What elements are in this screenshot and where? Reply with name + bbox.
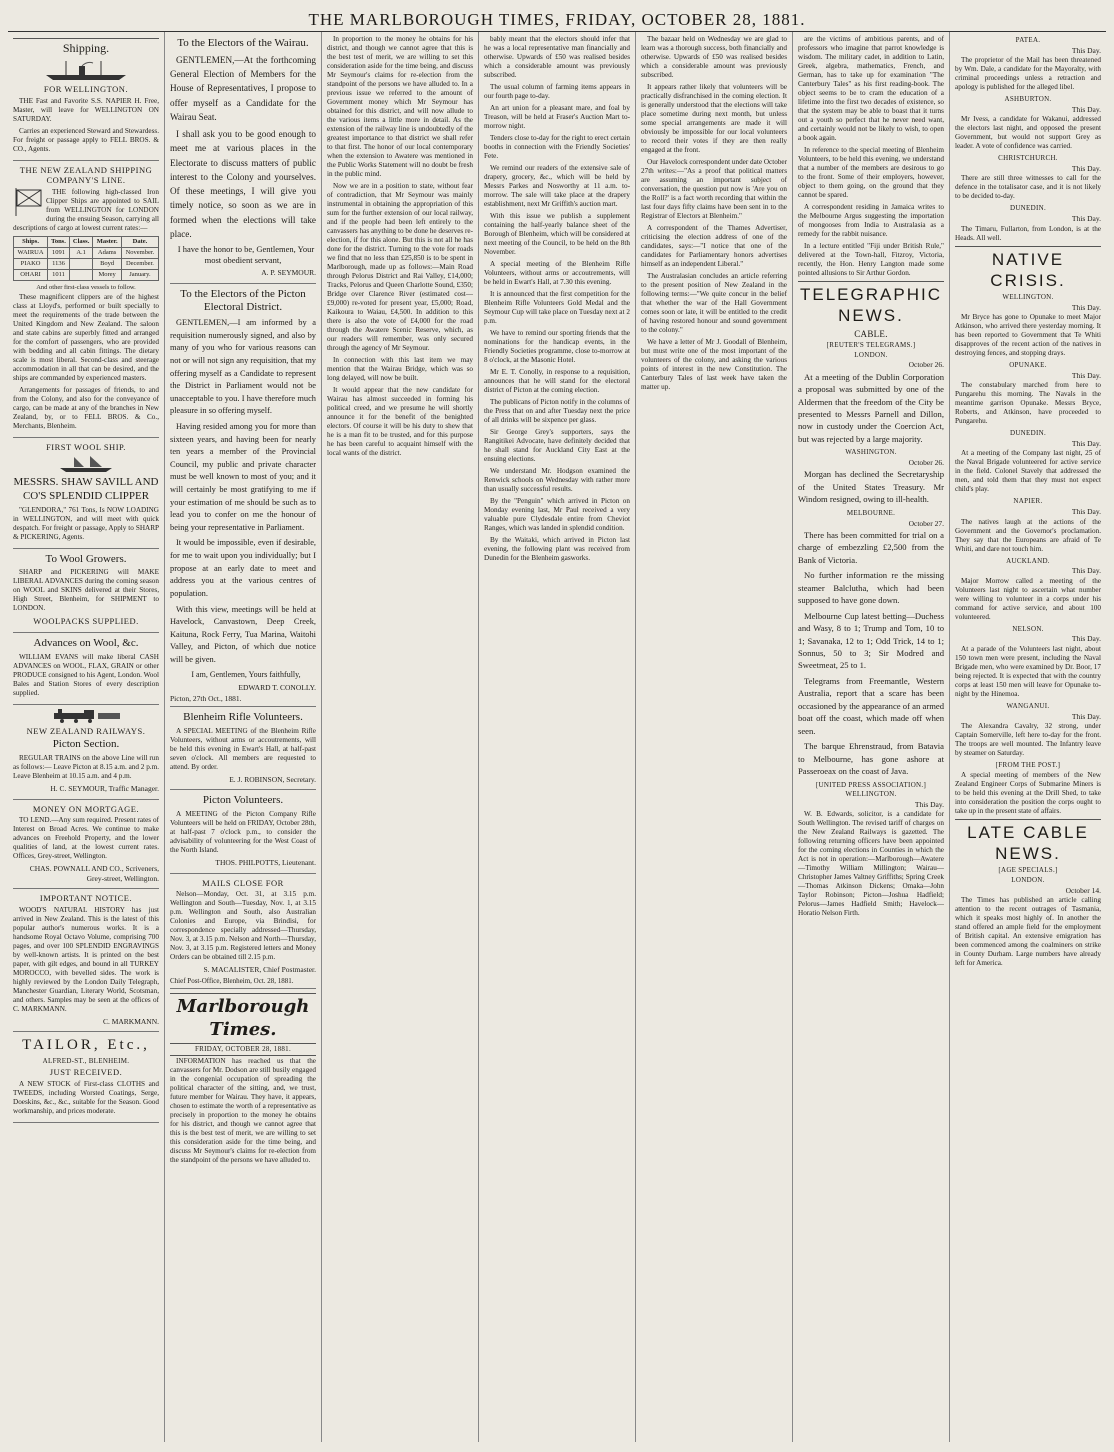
london-date: October 26. xyxy=(908,360,944,370)
news-item: Sir George Grey's supporters, says the Rangitikei Advocate, have definitely decided that he shall stand for Auckland City East at the ensuing elections. xyxy=(484,428,630,463)
london-heading: LONDON. xyxy=(854,350,888,359)
picton-volunteers-text: A MEETING of the Picton Company Rifle Volunteers will be held on FRIDAY, October 28th, at half-past 7 o'clock p.m., to consider the advisability of volunteering for the West Coast of the North Island. xyxy=(170,810,316,855)
news-item: are the victims of ambitious parents, and of professors who imagine that parrot knowledge is wisdom. The military cadet, in addition to Latin, Greek, algebra, mathematics, French, and German, has to take up for examination "The Canterbury Tales" as his first reading-book. The object seems to be to cram the education of a lifetime into the first two decades of existence, so that the system may be able to boast that it turns out a youth so perfect that he never need want, and certainly would not be likely to wish, to open a book again. xyxy=(798,35,944,142)
table-cell: December. xyxy=(121,259,158,270)
lc-london-date: October 14. xyxy=(1065,885,1101,895)
editorial-paragraph: In connection with this last item we may mention that the Wairau Bridge, which was so long delayed, will now be built. xyxy=(327,356,473,382)
flag-icon xyxy=(13,188,43,216)
nzsc-ad xyxy=(13,165,159,438)
advances-heading: Advances on Wool, &c. xyxy=(33,637,139,649)
from-post-label: [FROM THE POST.] xyxy=(995,760,1061,769)
shaw-ad xyxy=(13,442,159,549)
news-item: In a lecture entitled "Fiji under British Rule," delivered at the Town-hall, Fitzroy, Victoria, recently, the Hon. Henry Langton made some pointed allusions to Sir Arthur Gordon. xyxy=(798,242,944,277)
washington-heading: WASHINGTON. xyxy=(845,448,897,457)
table-cell: 1136 xyxy=(48,259,70,270)
evans-ad xyxy=(13,637,159,705)
table-cell: 1091 xyxy=(48,248,70,259)
christchurch-date: This Day. xyxy=(1071,164,1101,173)
clipper-ship-icon xyxy=(56,455,116,473)
table-cell: PIAKO xyxy=(14,259,48,270)
napier-heading: FOR WELLINGTON. xyxy=(43,84,129,94)
paper-date: FRIDAY, OCTOBER 28, 1881. xyxy=(170,1043,316,1056)
news-item: In reference to the special meeting of Blenheim Volunteers, to be held this evening, we understand that a number of the members are desirous to go to the front. Some of their employers, however, object to them going, on the ground that they cannot be spared. xyxy=(798,146,944,199)
just-received-heading: JUST RECEIVED. xyxy=(49,1067,123,1078)
patea-text: The proprietor of the Mail has been threatened by Wm. Dale, a candidate for the Mayoralty, with criminal proceedings unless a retraction and apology is published for the alleged libel. xyxy=(955,56,1101,92)
columns xyxy=(8,32,1106,1442)
locomotive-icon xyxy=(46,709,126,723)
age-specials-label: [AGE SPECIALS.] xyxy=(998,866,1058,875)
melbourne-text: Melbourne Cup latest betting—Duchess and Wasy, 8 to 1; Trump and Tom, 10 to 1; Savanaka, 12 to 1; Odd Trick, 14 to 1; Sonnus, 50 to 3; Sir Modred and Sweetmeat, 25 to 1. xyxy=(798,610,944,671)
mortgage-heading: MONEY ON MORTGAGE. xyxy=(32,803,140,814)
napier-text: THE Fast and Favorite S.S. NAPIER H. Free, Master, will leave for WELLINGTON ON SATURDAY. xyxy=(13,96,159,123)
picton-electors-text-2: Having resided among you for more than sixteen years, and having been for nearly ten years a member of the Provincial Council, my public and private character must be well known to most of you; and it will certainly be most gratifying to me if your estimation of me should be such as to lead you to confer on me the honour of being your representative in Parliament. xyxy=(170,422,316,532)
news-item: Tenders close to-day for the right to erect certain booths in connection with the Friendly Societies' Fete. xyxy=(484,134,630,160)
news-item: We remind our readers of the extensive sale of drapery, grocery, &c., which will be held by Messrs Parkes and Nosworthy at 11 a.m. to-morrow. The sale will take place at the drapery establishment, next Mr Griffith's auction mart. xyxy=(484,164,630,208)
wellington-heading: WELLINGTON. xyxy=(845,790,897,799)
mails-notice xyxy=(170,878,316,990)
table-cell: 1011 xyxy=(48,270,70,281)
table-cell: November. xyxy=(121,248,158,259)
column-3 xyxy=(322,32,479,1442)
washington-date: October 26. xyxy=(908,458,944,468)
editorial-paragraph: It would appear that the new candidate for Wairau has almost succeeded in forming his political creed, and we presume he will shortly announce it for the benefit of the benighted electors. Of course it will be his duty to shew that he is a man fit to be trusted, and for this purpose he has been careful to acquaint himself with the local wants of the district. xyxy=(327,386,473,457)
mortgage-text: TO LEND.—Any sum required. Present rates of Interest on Broad Acres. We continue to make advances on Freehold Property, and the lower qualities of land, at the lowest current rates. Offices, Grey-street, Wellington. xyxy=(13,816,159,861)
upa-label: [UNITED PRESS ASSOCIATION.] xyxy=(815,780,927,789)
dunedin-heading: DUNEDIN. xyxy=(1009,204,1047,213)
news-item: The usual column of farming items appears in our fourth page to-day. xyxy=(484,83,630,100)
table-cell xyxy=(69,270,93,281)
editorial-paragraph: In proportion to the money he obtains for his district, and though we cannot agree that this is the best test of merit, we are willing to set this consideration aside for the time being, and discuss Mr Seymour's claims for re-election from the standpoint of the persons we have alluded to. In a previous issue we referred to the amount of Government money which Mr Seymour has obtained for this district, and will now allude to the various items a little more in detail. As the extension of the railway line is undoubtedly of the greatest importance to that district we shall refer to that first. The honor of our local contemporary when the extension to Awatere was mentioned in the Public Works Statement will no doubt be fresh in the public mind. xyxy=(327,35,473,178)
nzsc-heading: THE NEW ZEALAND SHIPPING COMPANY'S LINE. xyxy=(19,164,153,186)
mails-signature: S. MACALISTER, Chief Postmaster. xyxy=(203,965,316,975)
table-header: Ships. xyxy=(14,236,48,247)
wairau-electors-close: I have the honor to be, Gentlemen, Your most obedient servant, xyxy=(177,244,315,265)
leader-text: INFORMATION has reached us that the canvassers for Mr. Dodson are still busily engaged in the congenial occupation of spreading the political character of the sitting, and, we trust, future member for Wairau. They have, it appears, chosen to estimate the worth of a representative as precisely in proportion to the money he obtains for his district, and though we cannot agree that this is the best test of merit, we are willing to set this consideration aside for the time being, and discuss Mr Seymour's claims for re-election from the standpoint of the persons we have alluded to. xyxy=(170,1057,316,1165)
shaw-text: "GLENDORA," 761 Tons, Is NOW LOADING in WELLINGTON, and will meet with quick despatch. For freight or passage, Apply to SHARP & PICKERING, Agents. xyxy=(13,505,159,541)
nc-wellington-text: Mr Bryce has gone to Opunake to meet Major Atkinson, who arrived there yesterday morning. It has been reported to Government that Te Whiti disapproves of the recent action of the natives in destroying fences, and stopping drays. xyxy=(955,313,1101,358)
rifle-volunteers-signature: E. J. ROBINSON, Secretary. xyxy=(229,775,316,785)
nc-wanganui-text: The Alexandra Cavalry, 32 strong, under Captain Somerville, left here to-day for the front. The troops are well mounted. The Infantry leave by steamer on Saturday. xyxy=(955,721,1101,757)
news-item: The bazaar held on Wednesday we are glad to learn was a thorough success, both financially and otherwise. Upwards of £50 was realised besides which a considerable amount was previously subscribed. xyxy=(641,35,787,79)
column-4 xyxy=(479,32,636,1442)
tailor-text: A NEW STOCK of First-class CLOTHS and TWEEDS, including Worsted Coatings, Serge, Doeskins, &c., &c., suitable for the Season. Good workmanship, and prices moderate. xyxy=(13,1080,159,1115)
picton-volunteers-notice xyxy=(170,794,316,873)
important-heading: IMPORTANT NOTICE. xyxy=(39,892,133,903)
wellington-text: W. B. Edwards, solicitor, is a candidate for South Wellington. The revised tariff of charges on the New Zealand Railways is gazetted. The following returning officers have been appointed for the coming elections in Counties in which the Act is not in operation:—Marlborough—Awatere—Timothy William Millington; Wairau—Christopher James Valtney Griffiths; Spring Creek—Thomas Atkinson Dickens; Omaka—John Taylor Robinson; Picton—Joshua Hadfield; Pelorus—James Hadfield Smith; Havelock—Horatio Nelson Firth. xyxy=(798,810,944,918)
table-cell: OHARI xyxy=(14,270,48,281)
table-header: Tons. xyxy=(48,236,70,247)
picton-electors-date: Picton, 27th Oct., 1881. xyxy=(170,693,242,703)
rifle-volunteers-heading: Blenheim Rifle Volunteers. xyxy=(183,711,303,724)
news-item: By the Waitaki, which arrived in Picton last evening, the following plant was received from Dunedin for the Blenheim gasworks. xyxy=(484,536,630,562)
late-cable-heading: LATE CABLE NEWS. xyxy=(955,819,1101,865)
column-2 xyxy=(165,32,322,1442)
dunedin-text: The Timaru, Fullarton, from London, is at the Heads. All well. xyxy=(955,224,1101,242)
table-cell: Adams xyxy=(93,248,121,259)
wairau-electors-text: GENTLEMEN,—At the forthcoming General Election of Members for the House of Representatives, I propose to offer myself as a Candidate for the Wairau Seat. xyxy=(170,54,316,122)
wairau-electors-address xyxy=(170,37,316,284)
news-item: With this issue we publish a supplement containing the half-yearly balance sheet of the Borough of Blenheim, which will be considered at next meeting of the Council, to be held on the 8th November. xyxy=(484,212,630,256)
melbourne-text: The barque Ehrenstraud, from Batavia to Melbourne, has gone ashore at Passeroeax on the coast of Java. xyxy=(798,741,944,777)
shipping-heading: Shipping. xyxy=(13,38,159,56)
dunedin-date: This Day. xyxy=(1071,214,1101,224)
melbourne-text: There has been committed for trial on a charge of embezzling £2,500 from the Bank of Victoria. xyxy=(798,529,944,565)
column-7 xyxy=(950,32,1106,1442)
mortgage-signature: CHAS. POWNALL AND CO., Scriveners, Grey-street, Wellington. xyxy=(29,864,159,883)
paper-title: Marlborough Times. xyxy=(170,993,316,1041)
tailor-ad xyxy=(13,1036,159,1123)
important-notice-ad xyxy=(13,893,159,1032)
first-wool-heading: FIRST WOOL SHIP. xyxy=(46,441,126,452)
post-text: A special meeting of members of the New Zealand Engineer Corps of Submarine Miners is to be held this evening at the Drill Shed, to take into consideration the position the corps ought to take up in the present state of affairs. xyxy=(955,770,1101,815)
nc-nelson-date: This Day. xyxy=(1071,634,1101,644)
news-item: Mr E. T. Conolly, in response to a requisition, announces that he will stand for the electoral district of Picton at the coming election. xyxy=(484,368,630,394)
news-item: We understand Mr. Hodgson examined the Renwick schools on Wednesday with rather more than usually successful results. xyxy=(484,467,630,493)
wool-growers-ad xyxy=(13,553,159,633)
melbourne-text: Telegrams from Freemantle, Western Australia, report that a scare has been occasioned by the appearance of an armed boat off the coast, which made off when seen. xyxy=(798,675,944,736)
picton-electors-signature: EDWARD T. CONOLLY. xyxy=(238,682,316,692)
mails-text: Nelson—Monday, Oct. 31, at 3.15 p.m. Wellington and South—Tuesday, Nov. 1, at 3.15 p.m. Wellington and South, also Australian Colonies and Europe, via Brindisi, for correspondence specially addressed—Thursday, Nov. 3, at 3.15 p.m. Nelson and North—Thursday, Nov. 3, at 3.15 p.m. Registered letters and Money Orders can be obtained till 2.15 p.m. xyxy=(170,890,316,962)
wairau-electors-heading: To the Electors of the Wairau. xyxy=(177,37,309,49)
london-text: At a meeting of the Dublin Corporation a proposal was submitted by one of the Aldermen that the freedom of the City be presented to Messrs Parnell and Dillon, now in custody under the Coercion Act, but was rejected by a large majority. xyxy=(798,371,944,444)
ship-schedule-table xyxy=(13,236,159,282)
rifle-volunteers-text: A SPECIAL MEETING of the Blenheim Rifle Volunteers, without arms or accoutrements, will be held this evening in Ewart's Hall, at half-past seven o'clock. All members are requested to attend. By order. xyxy=(170,727,316,772)
nzsc-arrange: Arrangements for passages of friends, to and from the Colony, and also for the conveyance of cargo, can be made at any of the branches in New Zealand, by, or to FELL BROS. & Co., Merchants, Blenheim. xyxy=(13,385,159,430)
nc-opunake-date: This Day. xyxy=(1071,370,1101,380)
picton-electors-address xyxy=(170,288,316,708)
table-header: Master. xyxy=(93,236,121,247)
nc-dunedin-date: This Day. xyxy=(1071,439,1101,448)
nc-napier-date: This Day. xyxy=(1071,507,1101,517)
news-item: A special meeting of the Blenheim Rifle Volunteers, without arms or accoutrements, will be held in Ewart's Hall, at 7.30 this evening. xyxy=(484,260,630,286)
news-item: The Australasian concludes an article referring to the present position of New Zealand in the following terms:—"We quite concur in the belief that whether the war of the Hall Government comes soon or late, it will be entitled to the credit of having restored honour and sound government to the colony." xyxy=(641,272,787,334)
mails-heading: MAILS CLOSE FOR xyxy=(202,877,284,888)
nc-dunedin-text: At a meeting of the Company last night, 25 of the Naval Brigade volunteered for active service in the field. Colonel Stavely that addressed the men, and told them that they must not expect child's play. xyxy=(955,449,1101,494)
mortgage-ad xyxy=(13,804,159,889)
table-note: And other first-class vessels to follow. xyxy=(36,284,136,292)
native-crisis-heading: NATIVE CRISIS. xyxy=(955,246,1101,292)
table-row xyxy=(14,259,159,270)
nzsc-text: THE following high-classed Iron Clipper Ships are appointed to SAIL from WELLINGTON for LONDON during the ensuing Season, carrying all descriptions of cargo at lowest current rates:— xyxy=(13,187,159,232)
nc-dunedin-heading: DUNEDIN. xyxy=(1009,429,1047,438)
table-header: Date. xyxy=(121,236,158,247)
news-item: It is announced that the first competition for the Blenheim Rifle Volunteers Gold Medal and the Seymour Cup will take place on Tuesday next at 2 p.m. xyxy=(484,290,630,325)
picton-volunteers-heading: Picton Volunteers. xyxy=(202,794,284,807)
nc-napier-heading: NAPIER. xyxy=(1013,497,1043,506)
patea-heading: PATEA. xyxy=(1015,36,1041,44)
reuters-label: [REUTER'S TELEGRAMS.] xyxy=(826,340,916,349)
melbourne-text: No further information re the missing steamer Balclutha, which had been supposed to have gone down. xyxy=(798,570,944,606)
news-item: We have to remind our sporting friends that the nominations for the handicap events, in the Friendly Societies programme, close to-morrow at 8 o'clock, at the Masonic Hotel. xyxy=(484,329,630,364)
picton-train-signature: H. C. SEYMOUR, Traffic Manager. xyxy=(50,784,159,794)
news-item: A correspondent of the Thames Advertiser, criticising the election address of one of the candidates, says:—"I notice that one of the candidates for Parliamentary honors advertises himself as an independent Liberal." xyxy=(641,224,787,268)
evans-text: WILLIAM EVANS will make liberal CASH ADVANCES on WOOL, FLAX, GRAIN or other PRODUCE consigned to his Agent, London. Wool Bales and Station Stores of every description supplied. xyxy=(13,652,159,697)
nc-wanganui-heading: WANGANUI. xyxy=(1006,701,1050,710)
important-text: WOOD'S NATURAL HISTORY has just arrived in New Zealand. This is the latest of this popular author's numerous works. It is a handsome Royal Octavo Volume, comprising 700 pages, and over 100 SPLENDID ENGRAVINGS by well-known artists. It is printed on the best paper, with gilt edges, and bound in all TURKEY MOROCCO, with bevelled sides. The work is highly reviewed by the London Daily Telegraph, Manchester Guardian, Literary World, Scotsman, and others. Samples may be seen at the offices of C. MARKMANN. xyxy=(13,905,159,1013)
nc-auckland-heading: AUCKLAND. xyxy=(1006,556,1050,565)
table-cell: WAIRUA xyxy=(14,248,48,259)
picton-section-heading: Picton Section. xyxy=(52,738,120,751)
ashburton-text: Mr Ivess, a candidate for Wakanui, addressed the electors last night, and opposed the present Government, but would not support Grey as leader. A vote of confidence was carried. xyxy=(955,115,1101,151)
table-cell xyxy=(69,259,93,270)
news-item: An art union for a pleasant mare, and foal by Treason, will be held at Fraser's Auction Mart to-morrow night. xyxy=(484,104,630,130)
napier-ad xyxy=(13,84,159,161)
cable-heading: CABLE. xyxy=(854,328,888,339)
nc-wanganui-date: This Day. xyxy=(1071,711,1101,721)
table-header-row xyxy=(14,236,159,247)
news-item: By the "Penguin" which arrived in Picton on Monday evening last, Mr Paul received a very valuable pure Clydesdale entire from Cheviot Ranges, which was landed in splendid condition. xyxy=(484,497,630,532)
news-item: We have a letter of Mr J. Goodall of Blenheim, but must write one of the most important of the volunteers of the colony, and asking the various points of interest in the new Constitution. The Canterbury Tales of last week have taken the matter up. xyxy=(641,338,787,391)
picton-electors-close: I am, Gentlemen, Yours faithfully, xyxy=(191,669,301,679)
lc-london-heading: LONDON. xyxy=(1011,875,1045,884)
nc-wellington-date: This Day. xyxy=(1071,302,1101,312)
telegraphic-news-heading: TELEGRAPHIC NEWS. xyxy=(798,281,944,327)
christchurch-text: There are still three witnesses to call for the defence in the totalisator case, and it is not likely to be decided to-day. xyxy=(955,174,1101,201)
picton-electors-heading: To the Electors of the Picton Electoral District. xyxy=(180,287,306,314)
nc-auckland-date: This Day. xyxy=(1071,566,1101,576)
news-item: The publicans of Picton notify in the columns of the Press that on and after Tuesday next the price of all drinks will be sixpence per glass. xyxy=(484,398,630,424)
nc-nelson-heading: NELSON. xyxy=(1012,624,1044,633)
wool-growers-text: SHARP and PICKERING will MAKE LIBERAL ADVANCES during the coming season on WOOL and SKINS delivered at their Stores, High Street, Blenheim, for SHIPMENT to LONDON. xyxy=(13,568,159,613)
table-cell: Morey xyxy=(93,270,121,281)
nc-auckland-text: Major Morrow called a meeting of the Volunteers last night to ascertain what number were willing to volunteer in a corps under his command for active service, and about 100 volunteered. xyxy=(955,576,1101,621)
picton-electors-text-3: It would be impossible, even if desirable, for me to wait upon you individually; but I propose at an early date to meet and address you at the various centres of population. xyxy=(170,538,316,598)
nc-wellington-heading: WELLINGTON. xyxy=(1002,293,1054,301)
column-6 xyxy=(793,32,950,1442)
wairau-electors-signature: A. P. SEYMOUR. xyxy=(261,268,316,278)
railways-heading: NEW ZEALAND RAILWAYS. xyxy=(26,725,146,736)
woolpacks-heading: WOOLPACKS SUPPLIED. xyxy=(33,616,139,627)
nc-opunake-heading: OPUNAKE. xyxy=(1009,361,1047,370)
table-header: Class. xyxy=(69,236,93,247)
table-row xyxy=(14,270,159,281)
picton-electors-text-4: With this view, meetings will be held at Havelock, Canvastown, Deep Creek, Kaituna, Rock Ferry, Tua Marina, Waitohi Valley, and Picton, of which due notice will be given. xyxy=(170,604,316,664)
masthead: THE MARLBOROUGH TIMES, FRIDAY, OCTOBER 28, 1881. xyxy=(8,6,1106,32)
melbourne-heading: MELBOURNE. xyxy=(846,508,896,517)
ashburton-date: This Day. xyxy=(1071,104,1101,114)
tailor-address: ALFRED-ST., BLENHEIM. xyxy=(42,1056,130,1065)
markmann-signature: C. MARKMANN. xyxy=(102,1016,159,1026)
tailor-heading: TAILOR, Etc., xyxy=(22,1036,150,1053)
wool-growers-heading: To Wool Growers. xyxy=(45,552,127,565)
steamship-icon xyxy=(41,59,131,81)
news-item: A correspondent residing in Jamaica writes to the Melbourne Argus suggesting the importation of mongooses from India to Australasia as a remedy for the rabbit nuisance. xyxy=(798,203,944,238)
shaw-heading: MESSRS. SHAW SAVILL AND CO'S SPLENDID CLIPPER xyxy=(13,476,159,502)
railways-ad xyxy=(13,709,159,800)
christchurch-heading: CHRISTCHURCH. xyxy=(998,154,1058,163)
patea-date: This Day. xyxy=(1071,45,1101,55)
wairau-electors-text-2: I shall ask you to be good enough to meet me at various places in the Electorate to discuss matters of public interest to the Colony and yourselves. Of these meetings, I will give you timely notice, so soon as we are in formed when the elections will take place. xyxy=(170,129,316,239)
nzsc-body: These magnificent clippers are of the highest class at Lloyd's, performed or built specially to meet the requirements of the trade between the United Kingdom and New Zealand. The saloon and state cabins are superbly fitted and arranged for the comfort of passengers, who are provided with bedding and all cabin fittings. The dietary scale is most liberal. Second-class and steerage accommodation in all that can be desired, and the ships are commanded by experienced masters. xyxy=(13,292,159,382)
editorial-paragraph: Now we are in a position to state, without fear of contradiction, that Mr Seymour was mainly instrumental in obtaining the appropriation of this sum for the further extension of our local railway, and if the people had been left entirely to the canvassers has anything to be done he deserves re-election, if for this alone. But this is not all he has done for the district. Turning to the vote for roads we find that no less than £25,850 is to be spent in Marlborough, made up as follows:—Main Road through Pelorus District and Rai Valley, £14,000; Tracks, Pelorus and Queen Charlotte Sound, £350; Bridge over Clarence River (estimated cost—£9,000) re-voted for present year, £5,000; Road, Kaikoura to Waiau, £4,500. In addition to this there is also the vote of £4,000 for the road through the Awatere Scenic Reserve, which, as our readers will remember, was only secured through the agency of Mr Seymour. xyxy=(327,182,473,352)
napier-carries: Carries an experienced Steward and Stewardess. For freight or passage apply to FELL BROS. & CO., Agents. xyxy=(13,126,159,153)
column-5 xyxy=(636,32,793,1442)
table-cell: Boyd xyxy=(93,259,121,270)
news-item: Our Havelock correspondent under date October 27th writes:—"As a proof that political matters are assuming an important subject of conversation, the question put now is 'Are you on the Roll?' is a fact worth recording that within the last four days fifty claims have been sent in to the Registrar of Electors at Blenheim." xyxy=(641,158,787,220)
nc-opunake-text: The constabulary marched from here to Pungarehu this morning. The Navals in the meantime garrison Opunake. Messrs Bryce, Roberts, and Atkinson, have proceeded to Pungarehu. xyxy=(955,381,1101,426)
table-cell: January. xyxy=(121,270,158,281)
news-item: bably meant that the electors should infer that he was a local representative man financially and otherwise. Upwards of £50 was realised besides which a considerable amount was previously subscribed. xyxy=(484,35,630,79)
rifle-volunteers-notice xyxy=(170,711,316,790)
nc-nelson-text: At a parade of the Volunteers last night, about 150 town men were present, including the Naval Brigade men, who were examined by Dr. Boor, 17 being rejected. It is expected that with the country corps at least 150 men will leave for Opunake to-night by the Hinemoa. xyxy=(955,644,1101,698)
mails-date: Chief Post-Office, Blenheim, Oct. 28, 1881. xyxy=(170,976,294,985)
nc-napier-text: The natives laugh at the actions of the Government and the Governor's proclamation. They say that the Europeans are afraid of Te Whiti, and dare not touch him. xyxy=(955,517,1101,553)
picton-electors-text: GENTLEMEN,—I am informed by a requisition numerously signed, and also by many of you who for various reasons can not or will not sign any requisition, that my offering myself as a Candidate to represent the District in Parliament would not be unacceptable to you. I have therefore much pleasure in so offering myself. xyxy=(170,318,316,416)
wellington-date: This Day. xyxy=(914,800,944,810)
picton-train-text: REGULAR TRAINS on the above Line will run as follows:— Leave Picton at 8.15 a.m. and 2 p.m. Leave Blenheim at 10.15 a.m. and 4 p.m. xyxy=(13,754,159,781)
table-cell: A.1 xyxy=(69,248,93,259)
lc-london-text: The Times has published an article calling attention to the recent outrages of Tasmania, which it speaks most highly of. In another the stand offered an ample field for the employment of British capital. An extensive emigration has been commenced among the coalminers on strike in County Durham. Large numbers have already left for America. xyxy=(955,896,1101,967)
news-item: It appears rather likely that volunteers will be practically disfranchised in the coming election. It is generally understood that the elections will take place sometime during next month, but unless some special arrangements are made it will obviously be impossible for our local volunteers to record their votes if they are then really engaged at the front. xyxy=(641,83,787,154)
column-1 xyxy=(8,32,165,1442)
ashburton-heading: ASHBURTON. xyxy=(1004,95,1052,104)
melbourne-date: October 27. xyxy=(908,518,944,528)
washington-text: Morgan has declined the Secretaryship of the United States Treasury. Mr Windom resigned, owing to ill-health. xyxy=(798,469,944,505)
table-row xyxy=(14,248,159,259)
picton-volunteers-signature: THOS. PHILPOTTS, Lieutenant. xyxy=(215,858,316,868)
